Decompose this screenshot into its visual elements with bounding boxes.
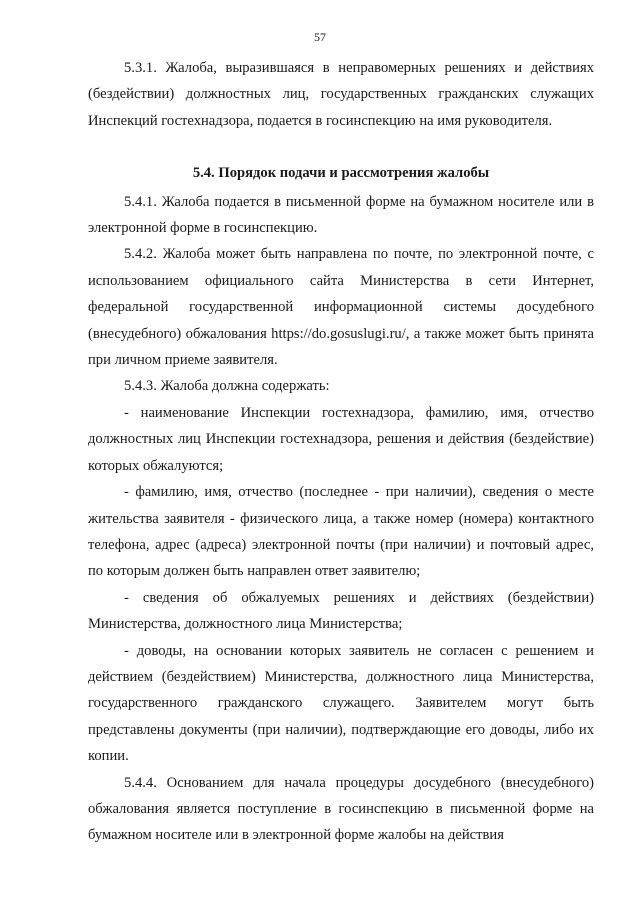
- paragraph-5-4-4: 5.4.4. Основанием для начала процедуры досудебного (внесудебного) обжалования является поступление в госинспекцию в письменной форме на бумажном носителе или в электронной форме жалобы на действия: [88, 774, 594, 844]
- paragraph-5-3-1: 5.3.1. Жалоба, выразившаяся в неправомерных решениях и действиях (бездействии) должностных лиц, государственных гражданских служащих Инспекций гостехнадзора, подается в госинспекцию на имя руководителя.: [88, 60, 594, 129]
- paragraph-5-4-1: 5.4.1. Жалоба подается в письменной форме на бумажном носителе или в электронной форме в госинспекцию.: [88, 193, 594, 237]
- list-item-appealed-decisions: - сведения об обжалуемых решениях и действиях (бездействии) Министерства, должностного лица Министерства;: [88, 589, 594, 633]
- section-heading-5-4: 5.4. Порядок подачи и рассмотрения жалобы: [192, 165, 490, 182]
- list-item-applicant-details: - фамилию, имя, отчество (последнее - при наличии), сведения о месте жительства заявителя - физического лица, а также номер (номера) контактного телефона, адрес (адреса) электронной почты (при наличии) и почтовый адрес, по которым должен быть направлен ответ заявителю;: [88, 484, 594, 580]
- paragraph-5-4-2: 5.4.2. Жалоба может быть направлена по почте, по электронной почте, с использованием официального сайта Министерства в сети Интернет, федеральной государственной информационной системы досудебного (внесудебного) обжалования https://do.gosuslugi.ru/, а также может быть принята при личном приеме заявителя.: [88, 246, 594, 369]
- list-item-arguments: - доводы, на основании которых заявитель не согласен с решением и действием (бездействием) Министерства, должностного лица Министерства, государственного гражданского служащего. Заявителем могут быть представлены документы (при наличии), подтверждающие его доводы, либо их копии.: [88, 642, 594, 765]
- page-number: 57: [314, 30, 326, 44]
- paragraph-5-4-3: 5.4.3. Жалоба должна содержать:: [124, 378, 330, 395]
- list-item-inspection-name: - наименование Инспекции гостехнадзора, фамилию, имя, отчество должностных лиц Инспекции гостехнадзора, решения и действия (бездействие) которых обжалуются;: [88, 404, 594, 474]
- document-body: [88, 55, 594, 849]
